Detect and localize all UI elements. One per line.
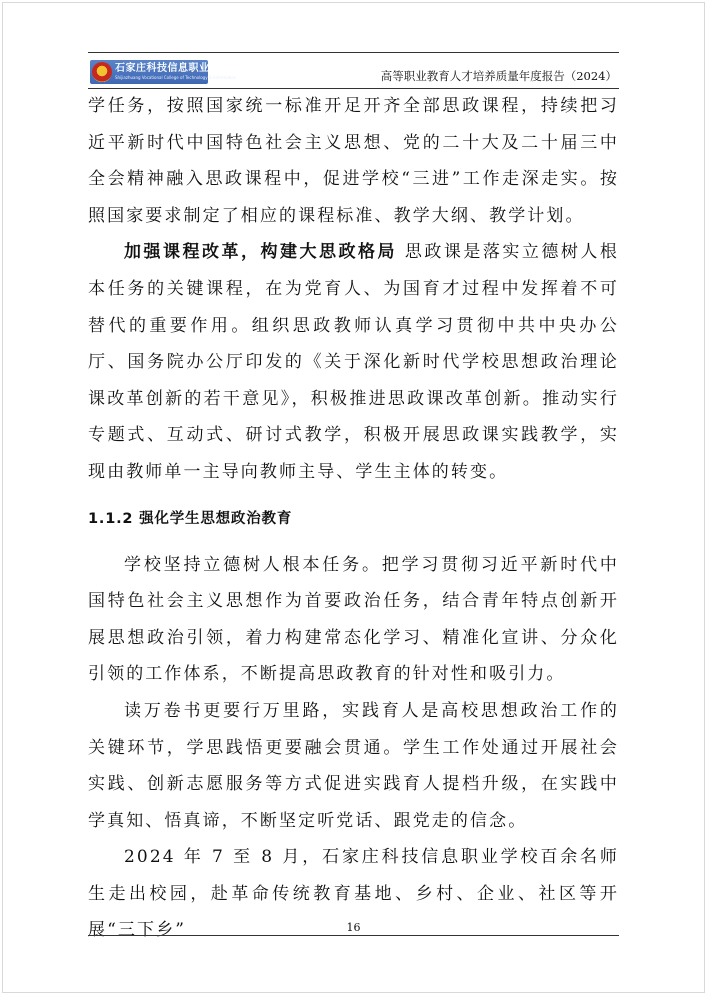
page-body <box>88 88 619 949</box>
college-logo <box>90 60 237 84</box>
footer-rule <box>88 935 619 936</box>
section-heading: 1.1.2 强化学生思想政治教育 <box>88 510 293 527</box>
page-header <box>88 52 619 88</box>
paragraph-4: 读万卷书更要行万里路，实践育人是高校思想政治工作的关键环节，学思践悟更要融会贯通。学生工作处通过开展社会实践、创新志愿服务等方式促进实践育人提档升级，在实践中学真知、悟真谛，不断坚定听党话、跟党走的信念。 <box>88 700 619 831</box>
paragraph-2-lead: 加强课程改革，构建大思政格局 <box>124 242 397 263</box>
paragraph-2 <box>88 234 619 490</box>
college-emblem-icon <box>92 62 112 82</box>
logo-text <box>115 64 236 80</box>
paragraph-1: 学任务，按照国家统一标准开足开齐全部思政课程，持续把习近平新时代中国特色社会主义思想、党的二十大及二十届三中全会精神融入思政课程中，促进学校“三进”工作走深走实。按照国家要求制定了相应的课程标准、教学大纲、教学计划。 <box>88 96 619 226</box>
paragraph-2-text: 思政课是落实立德树人根本任务的关键课程，在为党育人、为国育才过程中发挥着不可替代的重要作用。组织思政教师认真学习贯彻中共中央办公厅、国务院办公厅印发的《关于深化新时代学校思想政治理论课改革创新的若干意见》，积极推进思政课改革创新。推动实行专题式、互动式、研讨式教学，积极开展思政课实践教学，实现由教师单一主导向教师主导、学生主体的转变。 <box>88 242 619 482</box>
page-number: 16 <box>346 921 361 934</box>
logo-college-english-name: Shijiazhuang Vocational College of Technology & Information <box>115 75 237 80</box>
report-title: 高等职业教育人才培养质量年度报告（2024） <box>380 69 617 83</box>
logo-college-name: 石家庄科技信息职业学院 <box>115 63 231 74</box>
paragraph-3: 学校坚持立德树人根本任务。把学习贯彻习近平新时代中国特色社会主义思想作为首要政治任务，结合青年特点创新开展思想政治引领，着力构建常态化学习、精准化宣讲、分众化引领的工作体系，不断提高思政教育的针对性和吸引力。 <box>88 554 619 685</box>
paragraph-5: 2024 年 7 至 8 月，石家庄科技信息职业学校百余名师生走出校园，赴革命传统教育基地、乡村、企业、社区等开展“三下乡” <box>88 847 619 941</box>
